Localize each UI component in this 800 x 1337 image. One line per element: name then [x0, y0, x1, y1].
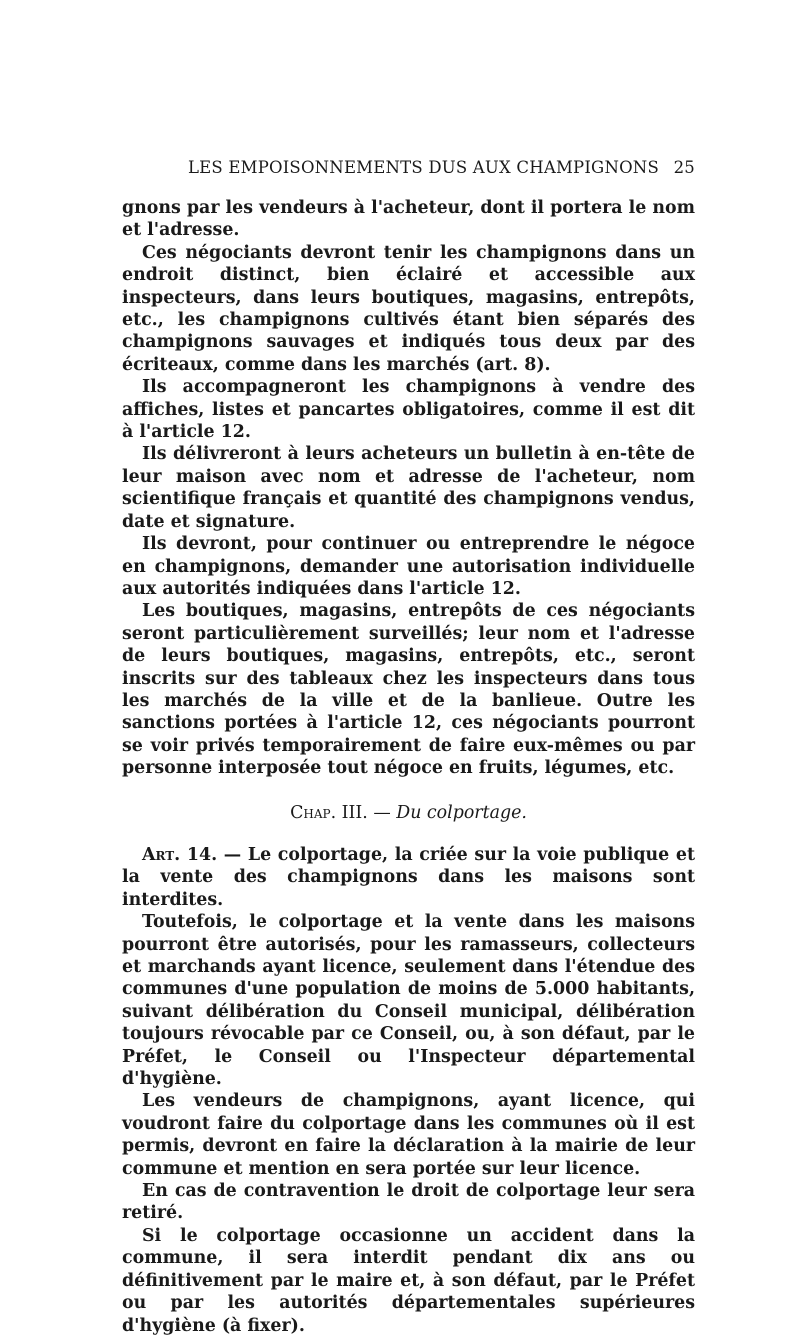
chapter-dash: —: [367, 802, 397, 823]
paragraph: Les vendeurs de champignons, ayant licence, qui voudront faire du colportage dans les communes où il est permis, devront en faire la déclaration à la mairie de leur commune et mention en sera portée sur leur licence.: [122, 1091, 695, 1179]
paragraph: Toutefois, le colportage et la vente dans les maisons pourront être autorisés, pour les ramasseurs, collecteurs et marchands ayant licence, seulement dans l'étendue des communes d'une population de moins de 5.000 habitants, suivant délibération du Conseil municipal, délibération toujours révocable par ce Conseil, ou, à son défaut, par le Préfet, le Conseil ou l'Inspecteur départemental d'hygiène.: [122, 912, 695, 1090]
page-body: [122, 197, 695, 1337]
paragraph: Ils devront, pour continuer ou entreprendre le négoce en champignons, demander une autorisation individuelle aux autorités indiquées dans l'article 12.: [122, 534, 695, 599]
paragraph: Ils accompagneront les champignons à vendre des affiches, listes et pancartes obligatoires, comme il est dit à l'article 12.: [122, 377, 695, 443]
paragraph: Ces négociants devront tenir les champignons dans un endroit distinct, bien éclairé et accessible aux inspecteurs, dans leurs boutiques, magasins, entrepôts, etc., les champignons cultivés étant bien séparés des champignons sauvages et indiqués tous deux par des écriteaux, comme dans les marchés (art. 8).: [122, 242, 695, 375]
running-header: [122, 158, 695, 184]
page-number: 25: [673, 158, 695, 177]
running-title: LES EMPOISONNEMENTS DUS AUX CHAMPIGNONS: [188, 158, 659, 177]
paragraph: Si le colportage occasionne un accident dans la commune, il sera interdit pendant dix ans ou définitivement par le maire et, à son défaut, par le Préfet ou par les autorités départementales supérieures d'hygiène (à fixer).: [122, 1225, 695, 1336]
article-text: — Le colportage, la criée sur la voie publique et la vente des champignons dans les maisons sont interdites.: [122, 844, 695, 910]
chapter-heading: [122, 802, 695, 824]
article-label: Art. 14.: [142, 844, 218, 865]
article-paragraph: [122, 844, 695, 911]
chapter-label: Chap. III.: [290, 802, 368, 823]
paragraph: Ils délivreront à leurs acheteurs un bulletin à en-tête de leur maison avec nom et adresse de l'acheteur, nom scientifique français et quantité des champignons vendus, date et signature.: [122, 444, 695, 532]
chapter-title: Du colportage.: [396, 802, 527, 823]
paragraph: Les boutiques, magasins, entrepôts de ces négociants seront particulièrement surveillés; leur nom et l'adresse de leurs boutiques, magasins, entrepôts, etc., seront inscrits sur des tableaux chez les inspecteurs dans tous les marchés de la ville et de la banlieue. Outre les sanctions portées à l'article 12, ces négociants pourront se voir privés temporairement de faire eux-mêmes ou par personne interposée tout négoce en fruits, légumes, etc.: [122, 601, 695, 779]
paragraph: gnons par les vendeurs à l'acheteur, dont il portera le nom et l'adresse.: [122, 198, 695, 241]
paragraph: En cas de contravention le droit de colportage leur sera retiré.: [122, 1181, 695, 1224]
